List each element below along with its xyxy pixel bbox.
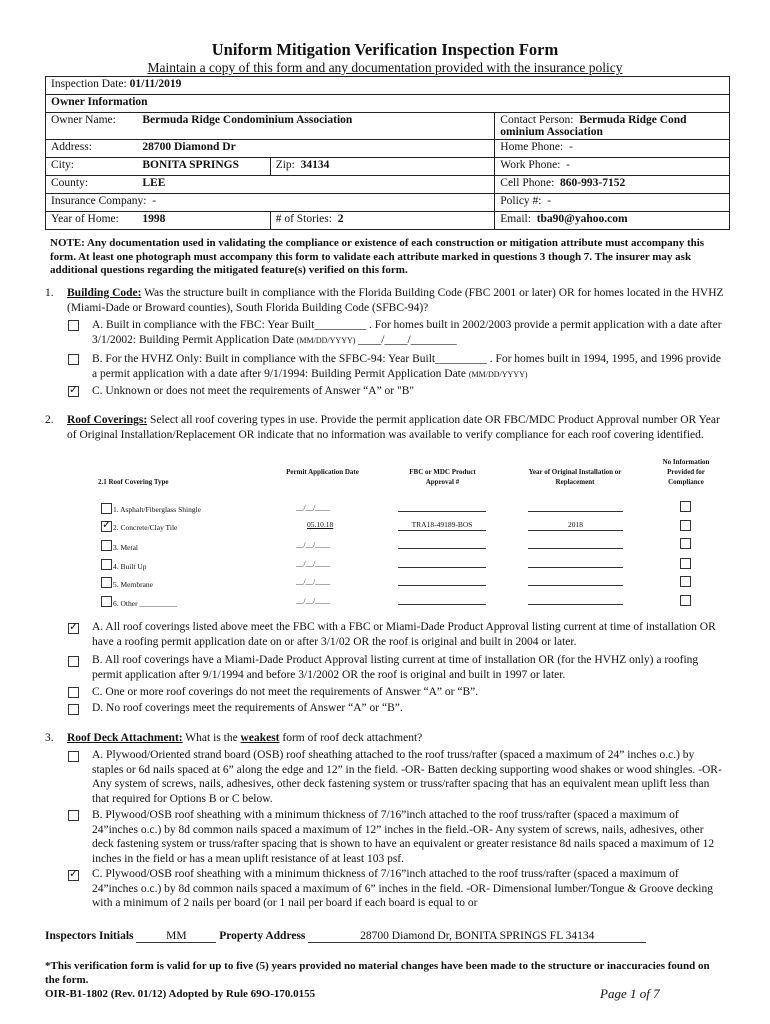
- year-label: Year of Home:: [46, 212, 138, 230]
- roof-2-fbc[interactable]: TRA18-49189-BOS: [411, 520, 473, 529]
- inspector-initials[interactable]: MM: [136, 930, 216, 943]
- roof-2-noinfo-checkbox[interactable]: [680, 520, 691, 531]
- roof-1-noinfo-checkbox[interactable]: [680, 501, 691, 512]
- q1-option-b-checkbox[interactable]: [68, 354, 79, 365]
- form-id: OIR-B1-1802 (Rev. 01/12) Adopted by Rule 69O-170.0155: [45, 988, 316, 1000]
- county-value[interactable]: LEE: [137, 176, 494, 194]
- city-value[interactable]: BONITA SPRINGS: [137, 158, 270, 176]
- contact-person-cell[interactable]: Contact Person: Bermuda Ridge Cond ominium Association: [495, 113, 730, 140]
- roof-1-fbc-line[interactable]: [398, 511, 486, 512]
- roof-5-checkbox[interactable]: [101, 577, 112, 588]
- inspection-date-cell: Inspection Date: 01/11/2019: [46, 77, 730, 95]
- roof-2-checkbox[interactable]: [101, 521, 112, 532]
- q2-option-d-checkbox[interactable]: [68, 704, 79, 715]
- roof-1-checkbox[interactable]: [101, 503, 112, 514]
- q3-option-b-checkbox[interactable]: [68, 810, 79, 821]
- q2-option-a-checkbox[interactable]: [68, 623, 79, 634]
- year-value[interactable]: 1998: [137, 212, 270, 230]
- q3-option-a: A. Plywood/Oriented strand board (OSB) roof sheathing attached to the roof truss/rafter (spaced a maximum of 24” inches o.c.) by staples or 6d nails spaced at 6” along the edge and 12” in the field. -OR- Batten decking supporting wood shakes or wood shingles. -OR- Any system of screws, nails, adhesives, other deck fastening system or truss/rafter spacing that has an equivalent mean uplift less than that required for Options B or C below.: [92, 749, 722, 805]
- q2-option-b: B. All roof coverings have a Miami-Dade Product Approval listing current at time of installation OR (for the HVHZ only) a roofing permit application after 9/1/1994 and before 3/1/2002 OR the roof is original and built in 1997 or later.: [92, 654, 699, 681]
- city-label: City:: [46, 158, 138, 176]
- roof-6-noinfo-checkbox[interactable]: [680, 595, 691, 606]
- roof-3-date[interactable]: __/__/____: [296, 540, 331, 549]
- owner-name-label: Owner Name:: [46, 113, 138, 140]
- roof-2-year[interactable]: 2018: [568, 520, 583, 529]
- q1-option-c: C. Unknown or does not meet the requirements of Answer “A” or "B": [92, 385, 415, 397]
- roof-3-label: 3. Metal: [113, 543, 138, 552]
- q3-option-b: B. Plywood/OSB roof sheathing with a minimum thickness of 7/16”inch attached to the roof truss/rafter (spaced a maximum of 24”inches o.c.) by 8d common nails spaced a maximum of 12” inches in the field.-OR- Any system of screws, nails, adhesives, other deck fastening system or truss/rafter spacing that is shown to have an equivalent or greater resistance 8d nails spaced a maximum of 12 inches in the field or has a mean uplift resistance of at least 103 psf.: [92, 809, 715, 865]
- roof-1-year-line[interactable]: [528, 511, 623, 512]
- col-roof-type: 2.1 Roof Covering Type: [98, 478, 169, 486]
- question-1: 1. Building Code: Was the structure built in compliance with the Florida Building Code (FBC 2001 or later) OR for homes located in the HVHZ (Miami-Dade or Broward counties), South Florida Building Code (SFBC-94)?: [45, 287, 724, 314]
- roof-4-noinfo-checkbox[interactable]: [680, 558, 691, 569]
- roof-1-label: 1. Asphalt/Fiberglass Shingle: [113, 505, 201, 514]
- question-3: 3. Roof Deck Attachment: What is the weakest form of roof deck attachment?: [45, 732, 423, 744]
- q2-option-a: A. All roof coverings listed above meet the FBC with a FBC or Miami-Dade Product Approval listing current at time of installation OR have a roofing permit application date on or after 3/1/02 OR the roof is original and built in 2004 or later.: [92, 621, 716, 648]
- home-phone-cell[interactable]: Home Phone: -: [495, 140, 730, 158]
- roof-5-label: 5. Membrane: [113, 580, 153, 589]
- roof-5-date[interactable]: __/__/____: [296, 577, 331, 586]
- county-label: County:: [46, 176, 138, 194]
- q2-option-c-checkbox[interactable]: [68, 687, 79, 698]
- q1-option-a-checkbox[interactable]: [68, 320, 79, 331]
- initials-row: Inspectors Initials MM Property Address 28700 Diamond Dr, BONITA SPRINGS FL 34134: [45, 930, 646, 943]
- roof-4-label: 4. Built Up: [113, 562, 147, 571]
- question-2: 2. Roof Coverings: Select all roof covering types in use. Provide the permit application date OR FBC/MDC Product Approval number OR Year of Original Installation/Replacement OR indicate that no information was available to verify compliance for each roof covering identified.: [45, 414, 720, 441]
- address-label: Address:: [46, 140, 138, 158]
- owner-info-header: Owner Information: [46, 95, 730, 113]
- roof-2-label: 2. Concrete/Clay Tile: [113, 523, 178, 532]
- zip-cell[interactable]: Zip: 34134: [270, 158, 495, 176]
- roof-2-date[interactable]: 05.10.18: [307, 520, 334, 529]
- col-no-info: No Information Provided for Compliance: [662, 458, 710, 486]
- note-paragraph: NOTE: Any documentation used in validating the compliance or existence of each construction or mitigation attribute must accompany this form. At least one photograph must accompany this form to validate each attribute marked in questions 3 though 7. The insurer may ask additional questions regarding the mitigated feature(s) verified on this form.: [50, 237, 705, 276]
- property-address[interactable]: 28700 Diamond Dr, BONITA SPRINGS FL 34134: [308, 930, 646, 943]
- roof-5-noinfo-checkbox[interactable]: [680, 576, 691, 587]
- roof-6-checkbox[interactable]: [101, 596, 112, 607]
- roof-6-date[interactable]: __/__/____: [296, 596, 331, 605]
- q1-option-b: B. For the HVHZ Only: Built in compliance with the SFBC-94: Year Built_________ . For homes built in 1994, 1995, and 1996 provide a permit application with a date after 9/1/1994: Building Permit Application Date (MM/DD/YYYY): [92, 353, 721, 380]
- form-title: Uniform Mitigation Verification Inspection Form: [211, 40, 559, 59]
- work-phone-cell[interactable]: Work Phone: -: [495, 158, 730, 176]
- address-value[interactable]: 28700 Diamond Dr: [137, 140, 494, 158]
- stories-cell[interactable]: # of Stories: 2: [270, 212, 495, 230]
- q2-option-d: D. No roof coverings meet the requirements of Answer “A” or “B”.: [92, 702, 403, 714]
- col-permit-date: Permit Application Date: [286, 468, 359, 476]
- q3-option-c: C. Plywood/OSB roof sheathing with a minimum thickness of 7/16”inch attached to the roof truss/rafter (spaced a maximum of 24”inches o.c.) by 8d common nails spaced a maximum of 6” inches in the field. -OR- Dimensional lumber/Tongue & Groove decking with a minimum of 2 nails per board (or 1 nail per board if each board is equal to or: [92, 868, 713, 909]
- q2-heading: Roof Coverings:: [67, 414, 148, 426]
- policy-cell[interactable]: Policy #: -: [495, 194, 730, 212]
- col-year-installed: Year of Original Installation or Replacement: [528, 468, 622, 486]
- roof-4-date[interactable]: __/__/____: [296, 559, 331, 568]
- q3-option-a-checkbox[interactable]: [68, 751, 79, 762]
- q3-heading: Roof Deck Attachment:: [67, 732, 183, 744]
- form-subtitle: Maintain a copy of this form and any documentation provided with the insurance policy: [147, 60, 623, 75]
- insurance-cell[interactable]: Insurance Company: -: [46, 194, 495, 212]
- page-number: Page 1 of 7: [600, 986, 660, 1001]
- q1-heading: Building Code:: [67, 287, 142, 299]
- roof-3-noinfo-checkbox[interactable]: [680, 538, 691, 549]
- validity-note: *This verification form is valid for up to five (5) years provided no material changes have been made to the structure or inaccuracies found on the form.: [45, 960, 710, 986]
- q2-option-b-checkbox[interactable]: [68, 656, 79, 667]
- roof-1-date[interactable]: __/__/____: [296, 503, 331, 512]
- q1-option-a: A. Built in compliance with the FBC: Year Built_________ . For homes built in 2002/2003 provide a permit application with a date after 3/1/2002: Building Permit Application Date (MM/DD/YYYY) ____/____/________: [92, 319, 722, 346]
- q2-option-c: C. One or more roof coverings do not meet the requirements of Answer “A” or “B”.: [92, 686, 479, 698]
- roof-6-label: 6. Other __________: [113, 599, 177, 608]
- q1-option-c-checkbox[interactable]: [68, 386, 79, 397]
- inspection-date[interactable]: 01/11/2019: [129, 78, 182, 90]
- roof-4-checkbox[interactable]: [101, 559, 112, 570]
- email-cell[interactable]: Email: tba90@yahoo.com: [495, 212, 730, 230]
- roof-3-checkbox[interactable]: [101, 540, 112, 551]
- cell-phone-cell[interactable]: Cell Phone: 860-993-7152: [495, 176, 730, 194]
- owner-info-table: [45, 76, 730, 230]
- q3-option-c-checkbox[interactable]: [68, 870, 79, 881]
- col-product-approval: FBC or MDC Product Approval #: [409, 468, 476, 486]
- owner-name[interactable]: Bermuda Ridge Condominium Association: [137, 113, 494, 140]
